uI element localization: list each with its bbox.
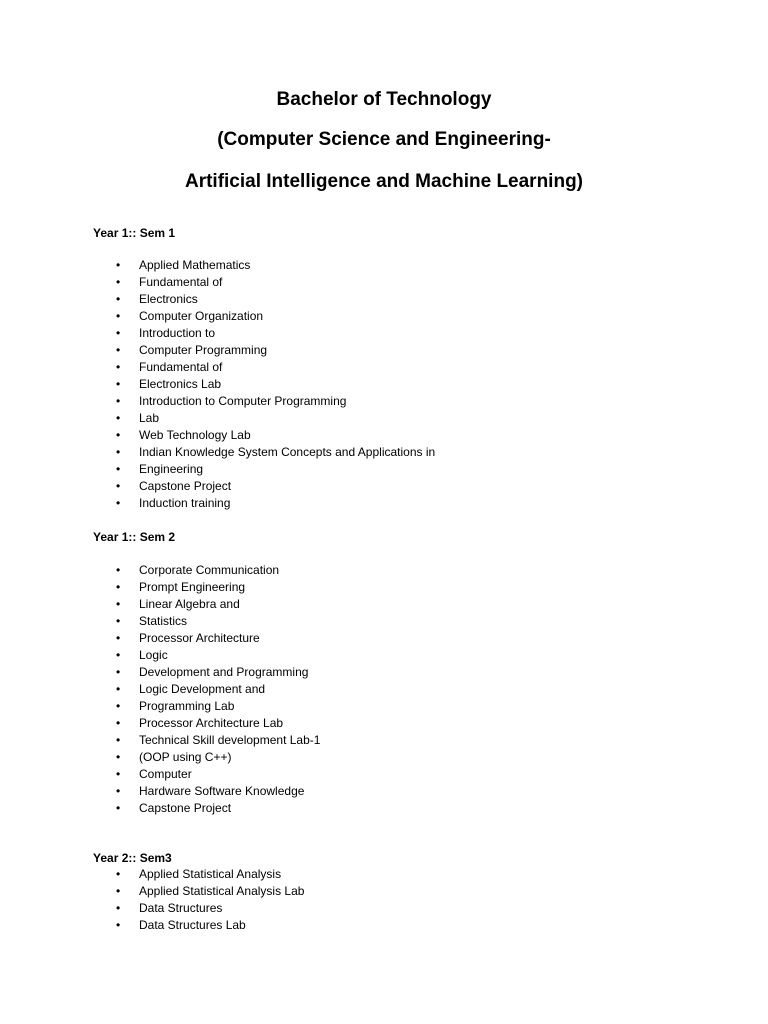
bullet-icon: • bbox=[116, 343, 121, 357]
list-item bbox=[0, 308, 768, 325]
bullet-icon: • bbox=[116, 648, 121, 662]
course-name: Hardware Software Knowledge bbox=[139, 784, 305, 798]
list-item bbox=[0, 664, 768, 681]
course-name: Data Structures Lab bbox=[139, 918, 246, 932]
list-item bbox=[0, 749, 768, 766]
course-name: Logic bbox=[139, 648, 168, 662]
bullet-icon: • bbox=[116, 445, 121, 459]
course-list-sem-3 bbox=[0, 866, 768, 934]
list-item bbox=[0, 766, 768, 783]
list-item bbox=[0, 579, 768, 596]
bullet-icon: • bbox=[116, 394, 121, 408]
bullet-icon: • bbox=[116, 360, 121, 374]
course-name: Electronics bbox=[139, 292, 198, 306]
list-item bbox=[0, 562, 768, 579]
bullet-icon: • bbox=[116, 716, 121, 730]
section-heading-sem-3: Year 2:: Sem3 bbox=[93, 851, 172, 865]
bullet-icon: • bbox=[116, 801, 121, 815]
bullet-icon: • bbox=[116, 580, 121, 594]
list-item bbox=[0, 698, 768, 715]
bullet-icon: • bbox=[116, 563, 121, 577]
section-heading-sem-1: Year 1:: Sem 1 bbox=[93, 226, 176, 240]
bullet-icon: • bbox=[116, 901, 121, 915]
list-item bbox=[0, 257, 768, 274]
list-item bbox=[0, 732, 768, 749]
course-name: Processor Architecture bbox=[139, 631, 260, 645]
bullet-icon: • bbox=[116, 918, 121, 932]
list-item bbox=[0, 647, 768, 664]
course-list-sem-1 bbox=[0, 257, 768, 512]
bullet-icon: • bbox=[116, 784, 121, 798]
list-item bbox=[0, 866, 768, 883]
bullet-icon: • bbox=[116, 258, 121, 272]
course-name: Fundamental of bbox=[139, 360, 223, 374]
bullet-icon: • bbox=[116, 411, 121, 425]
bullet-icon: • bbox=[116, 462, 121, 476]
list-item bbox=[0, 495, 768, 512]
course-name: Capstone Project bbox=[139, 801, 232, 815]
bullet-icon: • bbox=[116, 597, 121, 611]
list-item bbox=[0, 444, 768, 461]
course-name: Computer Programming bbox=[139, 343, 268, 357]
course-name: (OOP using C++) bbox=[139, 750, 232, 764]
course-name: Linear Algebra and bbox=[139, 597, 240, 611]
list-item bbox=[0, 410, 768, 427]
course-name: Processor Architecture Lab bbox=[139, 716, 284, 730]
document-title-line-2: (Computer Science and Engineering- bbox=[217, 129, 551, 150]
bullet-icon: • bbox=[116, 665, 121, 679]
bullet-icon: • bbox=[116, 682, 121, 696]
list-item bbox=[0, 325, 768, 342]
list-item bbox=[0, 342, 768, 359]
course-name: Development and Programming bbox=[139, 665, 309, 679]
course-name: Indian Knowledge System Concepts and Applications in bbox=[139, 445, 436, 459]
course-name: Applied Statistical Analysis bbox=[139, 867, 282, 881]
course-name: Statistics bbox=[139, 614, 188, 628]
course-name: Electronics Lab bbox=[139, 377, 222, 391]
bullet-icon: • bbox=[116, 767, 121, 781]
list-item bbox=[0, 900, 768, 917]
course-name: Technical Skill development Lab-1 bbox=[139, 733, 321, 747]
list-item bbox=[0, 461, 768, 478]
list-item bbox=[0, 917, 768, 934]
course-name: Prompt Engineering bbox=[139, 580, 246, 594]
bullet-icon: • bbox=[116, 326, 121, 340]
list-item bbox=[0, 800, 768, 817]
course-list-sem-2 bbox=[0, 562, 768, 817]
list-item bbox=[0, 393, 768, 410]
course-name: Introduction to bbox=[139, 326, 216, 340]
list-item bbox=[0, 596, 768, 613]
course-name: Lab bbox=[139, 411, 160, 425]
course-name: Data Structures bbox=[139, 901, 223, 915]
list-item bbox=[0, 376, 768, 393]
course-name: Induction training bbox=[139, 496, 231, 510]
list-item bbox=[0, 359, 768, 376]
list-item bbox=[0, 883, 768, 900]
bullet-icon: • bbox=[116, 377, 121, 391]
course-name: Corporate Communication bbox=[139, 563, 280, 577]
course-name: Programming Lab bbox=[139, 699, 235, 713]
document-title-line-1: Bachelor of Technology bbox=[276, 89, 492, 110]
section-heading-sem-2: Year 1:: Sem 2 bbox=[93, 530, 176, 544]
list-item bbox=[0, 681, 768, 698]
list-item bbox=[0, 630, 768, 647]
bullet-icon: • bbox=[116, 275, 121, 289]
list-item bbox=[0, 613, 768, 630]
bullet-icon: • bbox=[116, 631, 121, 645]
course-name: Engineering bbox=[139, 462, 204, 476]
bullet-icon: • bbox=[116, 614, 121, 628]
course-name: Applied Mathematics bbox=[139, 258, 251, 272]
list-item bbox=[0, 715, 768, 732]
bullet-icon: • bbox=[116, 867, 121, 881]
bullet-icon: • bbox=[116, 428, 121, 442]
bullet-icon: • bbox=[116, 496, 121, 510]
list-item bbox=[0, 291, 768, 308]
bullet-icon: • bbox=[116, 733, 121, 747]
course-name: Web Technology Lab bbox=[139, 428, 251, 442]
list-item bbox=[0, 427, 768, 444]
course-name: Introduction to Computer Programming bbox=[139, 394, 347, 408]
document-title-line-3: Artificial Intelligence and Machine Learning) bbox=[184, 171, 584, 192]
course-name: Capstone Project bbox=[139, 479, 232, 493]
bullet-icon: • bbox=[116, 699, 121, 713]
course-name: Computer Organization bbox=[139, 309, 264, 323]
course-name: Computer bbox=[139, 767, 192, 781]
course-name: Fundamental of bbox=[139, 275, 223, 289]
list-item bbox=[0, 274, 768, 291]
course-name: Logic Development and bbox=[139, 682, 266, 696]
bullet-icon: • bbox=[116, 292, 121, 306]
bullet-icon: • bbox=[116, 479, 121, 493]
course-name: Applied Statistical Analysis Lab bbox=[139, 884, 305, 898]
bullet-icon: • bbox=[116, 884, 121, 898]
bullet-icon: • bbox=[116, 750, 121, 764]
list-item bbox=[0, 478, 768, 495]
bullet-icon: • bbox=[116, 309, 121, 323]
list-item bbox=[0, 783, 768, 800]
